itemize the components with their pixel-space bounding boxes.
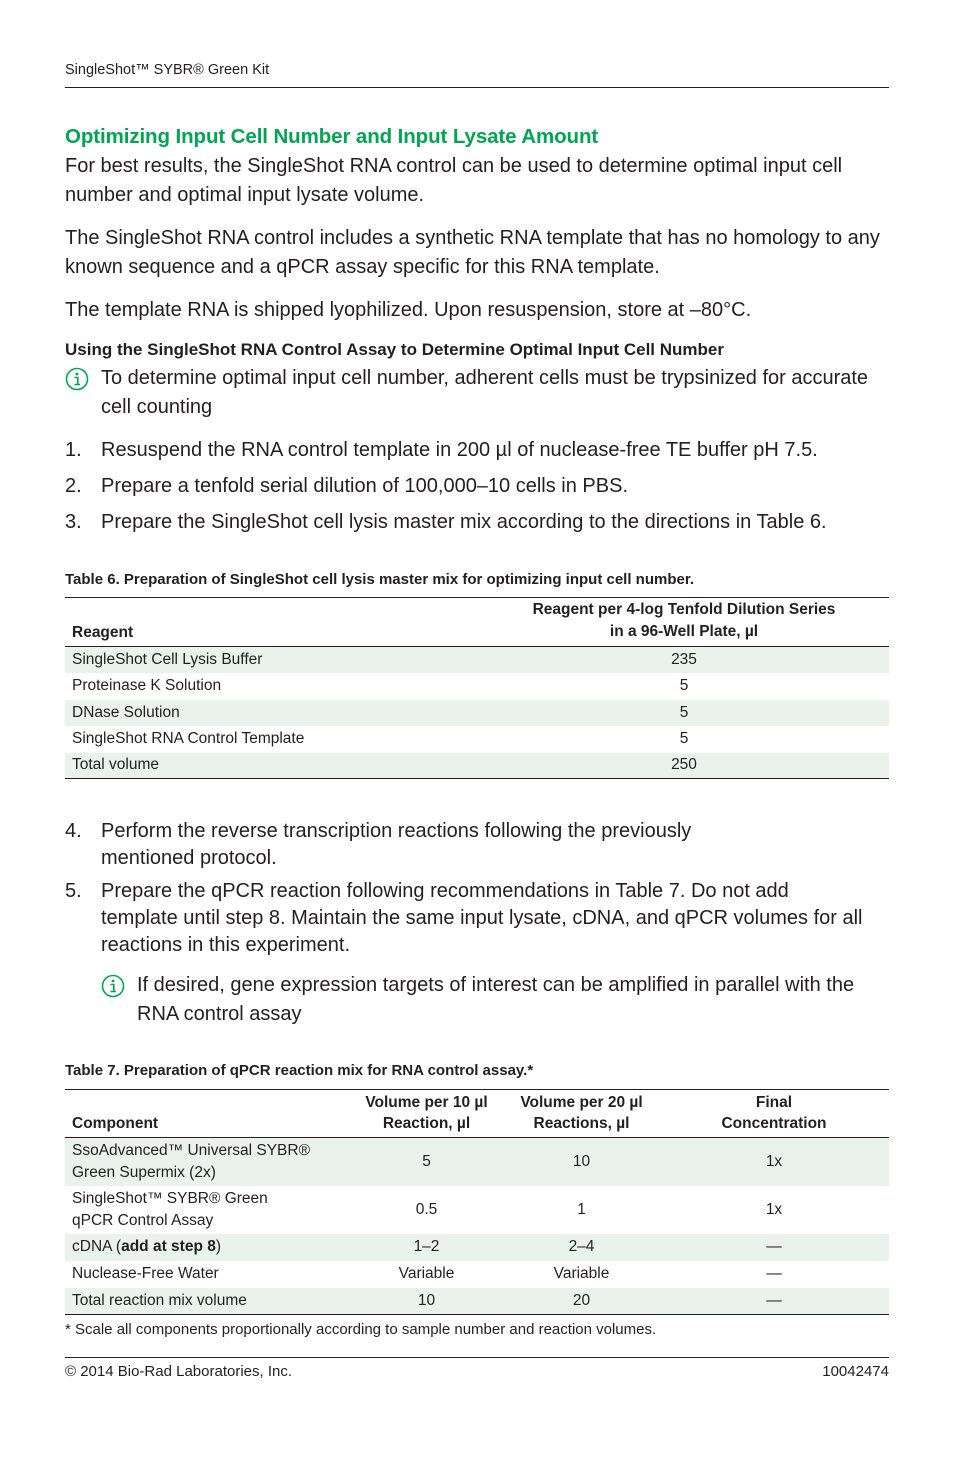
subsection-title: Using the SingleShot RNA Control Assay to Determine Optimal Input Cell Number (65, 340, 724, 359)
step-number: 4. (65, 820, 82, 842)
cell-vol20: 10 (572, 1152, 591, 1170)
cell-component (65, 1186, 349, 1234)
cell-total-value: 250 (671, 756, 697, 774)
table7-footnote: * Scale all components proportionally according to sample number and reaction volumes. (65, 1321, 657, 1338)
cell-component (65, 1234, 349, 1261)
table-row (65, 1261, 889, 1288)
cdna-step-note: add at step 8 (121, 1238, 216, 1255)
step-4 (65, 818, 889, 872)
cell-total-vol10: 10 (417, 1291, 436, 1309)
table-row (65, 700, 889, 726)
copyright: © 2014 Bio-Rad Laboratories, Inc. (65, 1363, 293, 1380)
step-2 (65, 473, 889, 500)
cell-total-vol20: 20 (572, 1291, 591, 1309)
table7-header (65, 1090, 889, 1138)
step-text: Prepare a tenfold serial dilution of 100,000–10 cells in PBS. (101, 475, 629, 497)
step-5 (65, 878, 889, 959)
step-text: Prepare the qPCR reaction following recommendations in Table 7. Do not add template until step 8. Maintain the same input lysate, cDNA, and qPCR volumes for all reactions in this experiment. (101, 880, 863, 956)
table6-caption: Table 6. Preparation of SingleShot cell lysis master mix for optimizing input cell number. (65, 571, 695, 588)
running-header: SingleShot™ SYBR® Green Kit (65, 62, 270, 78)
cell-reagent: DNase Solution (72, 703, 180, 721)
table6-col-reagent: Reagent (72, 624, 134, 641)
cell-reagent: SingleShot RNA Control Template (72, 730, 305, 747)
header-line: Volume per 20 µl (520, 1094, 643, 1111)
table-row (65, 647, 889, 673)
component-line: SingleShot™ SYBR® Green (72, 1189, 268, 1207)
table7-caption: Table 7. Preparation of qPCR reaction mix for RNA control assay.* (65, 1062, 534, 1079)
cell-vol20: Variable (553, 1265, 610, 1282)
step-3 (65, 509, 889, 536)
cdna-prefix: cDNA ( (72, 1238, 122, 1255)
section-title: Optimizing Input Cell Number and Input Lysate Amount (65, 125, 599, 148)
cell-conc: 1x (765, 1200, 783, 1218)
cell-value: 5 (679, 677, 689, 694)
cell-vol10: 1–2 (413, 1238, 440, 1255)
cell-total-conc: — (766, 1291, 782, 1309)
cell-conc: — (766, 1238, 782, 1255)
cell-vol10: 0.5 (415, 1200, 438, 1218)
step-number: 3. (65, 511, 82, 533)
cell-vol20: 1 (577, 1200, 586, 1218)
cell-value: 235 (671, 650, 697, 668)
table7-col-component: Component (72, 1115, 159, 1132)
cell-value: 5 (679, 730, 689, 747)
table7-total-row (65, 1288, 889, 1315)
cell-component: Nuclease-Free Water (72, 1265, 219, 1282)
cell-reagent: SingleShot Cell Lysis Buffer (72, 650, 263, 668)
step-text: Perform the reverse transcription reactions following the previously mentioned protocol. (101, 820, 692, 869)
table7-col-conc (659, 1090, 889, 1138)
header-rule (65, 87, 889, 88)
step-number: 5. (65, 880, 82, 902)
info-note-2-text: If desired, gene expression targets of interest can be amplified in parallel with the RNA control assay (137, 974, 855, 1025)
table-row (65, 726, 889, 753)
table6-col-amount (479, 598, 889, 647)
info-icon (101, 974, 125, 998)
table-row (65, 1186, 889, 1234)
table-row (65, 1234, 889, 1261)
table7 (65, 1089, 889, 1315)
cell-vol10: Variable (398, 1265, 455, 1282)
info-note-1-text: To determine optimal input cell number, adherent cells must be trypsinized for accurate cell counting (101, 367, 869, 418)
footer-rule (65, 1357, 889, 1358)
cell-vol10: 5 (422, 1152, 431, 1170)
table6-header (65, 598, 889, 647)
header-line: Reaction, µl (382, 1115, 471, 1132)
header-line: Reagent per 4-log Tenfold Dilution Series (532, 601, 836, 618)
cell-total-label: Total volume (72, 756, 160, 774)
paragraph-2: The SingleShot RNA control includes a synthetic RNA template that has no homology to any known sequence and a qPCR assay specific for this RNA template. (65, 227, 880, 278)
header-line: in a 96-Well Plate, µl (609, 623, 759, 640)
component-line: qPCR Control Assay (72, 1211, 214, 1229)
component-line: SsoAdvanced™ Universal SYBR® (72, 1141, 310, 1159)
cell-value: 5 (679, 703, 689, 721)
table-row (65, 1138, 889, 1186)
cdna-suffix: ) (215, 1238, 222, 1255)
table6 (65, 597, 889, 779)
step-1 (65, 437, 889, 464)
paragraph-3: The template RNA is shipped lyophilized. Upon resuspension, store at –80°C. (65, 299, 752, 321)
table-row (65, 673, 889, 700)
step-text: Prepare the SingleShot cell lysis master mix according to the directions in Table 6. (101, 511, 827, 533)
header-line: Concentration (721, 1115, 827, 1132)
cell-conc: 1x (765, 1152, 783, 1170)
info-note-1 (65, 364, 889, 422)
header-line: Reactions, µl (533, 1115, 630, 1132)
step-text: Resuspend the RNA control template in 200 µl of nuclease-free TE buffer pH 7.5. (101, 439, 818, 461)
step-number: 1. (65, 439, 82, 461)
header-line: Final (755, 1094, 793, 1111)
table7-col-vol10 (349, 1090, 504, 1138)
info-note-2 (101, 971, 889, 1029)
cell-reagent: Proteinase K Solution (72, 677, 222, 694)
table7-col-vol20 (504, 1090, 659, 1138)
document-number: 10042474 (822, 1363, 889, 1380)
cell-component (65, 1138, 349, 1186)
cell-conc: — (766, 1265, 782, 1282)
step-number: 2. (65, 475, 82, 497)
cell-total-label: Total reaction mix volume (72, 1291, 247, 1309)
info-icon (65, 367, 89, 391)
header-line: Volume per 10 µl (365, 1094, 488, 1111)
paragraph-1: For best results, the SingleShot RNA control can be used to determine optimal input cell number and optimal input lysate volume. (65, 155, 843, 206)
cell-vol20: 2–4 (568, 1238, 595, 1255)
table6-total-row (65, 753, 889, 779)
component-line: Green Supermix (2x) (72, 1163, 216, 1181)
